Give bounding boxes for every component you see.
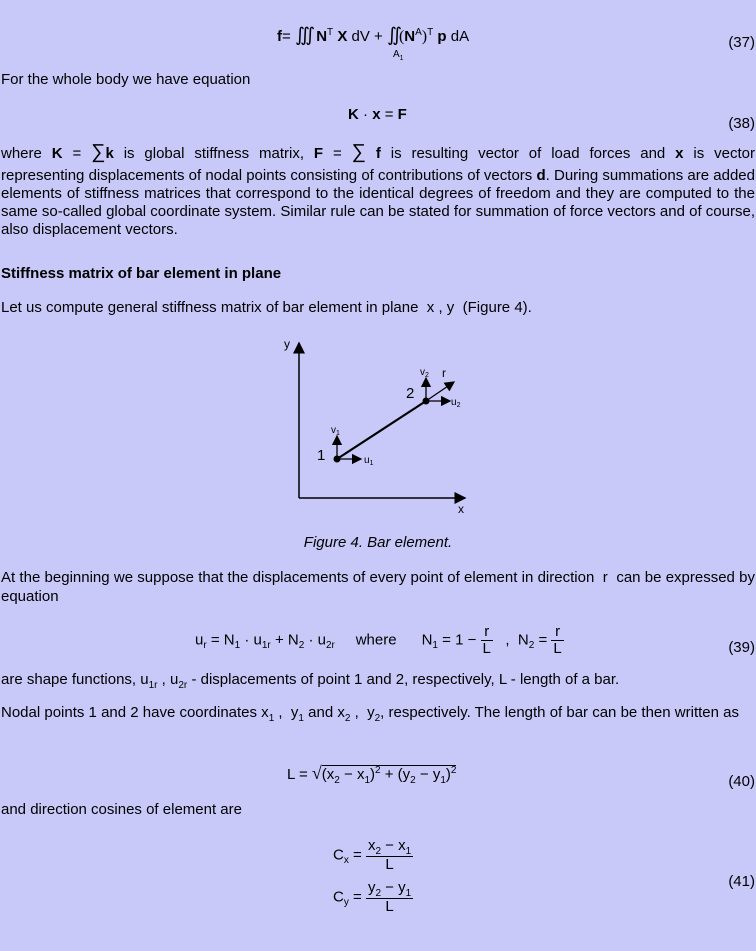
equation-38: K · x = F [348,106,407,123]
equation-39: $u_r = N_1 \cdot u_{1r} + N_2 \cdot u_{2r}$ where $N_1 = 1$ − $\frac{r}{L}$ , $N_2$ = $\frac{r}{L}$ [195,623,562,657]
equation-number-37: (37) [728,34,755,51]
equation-41-cy: $C_y$ = $\frac{y_2 - y_1}{L}$ [333,879,412,915]
equation-number-41: (41) [728,873,755,890]
equation-number-38: (38) [728,115,755,132]
x-axis-label: x [458,502,464,516]
section-heading: Stiffness matrix of bar element in plane [1,265,282,282]
integral-limit: $A_1$ [393,49,404,62]
paragraph-global-rest: representing displacements of nodal points consisting of contributions of vectors d. During summations are added elements of stiffness matrices that correspond to the identical degrees of freedom and they are computed to the same so-called global coordinate system. Similar rule can be stated for summation of force vectors and of course, also displacement vectors. [1,167,755,238]
r-arrow [426,382,454,401]
bar-line [337,401,426,459]
paragraph-global-line: where K = ∑k is global stiffness matrix, F = ∑ f is resulting vector of load forces and x is vector [1,141,756,163]
paragraph-shape-functions: are shape functions, $u_{1r}$ , $u_{2r}$ - displacements of point 1 and 2, respectively, L - length of a bar. [1,671,620,691]
equation-40: $L = √(x_2 - x_1)^2 + (y_2 - y_1)^2$ [287,763,457,786]
equation-41-cx: $C_x$ = $\frac{x_2 - x_1}{L}$ [333,837,412,873]
equation-37: f= ∭ $N^T$ X dV + $∬(N^A)^T$ p dA [277,25,470,46]
equation-number-40: (40) [728,773,755,790]
node-1-label: 1 [317,447,326,464]
r-label: r [442,366,446,380]
figure-caption: Figure 4. Bar element. [303,534,453,551]
u1-label: $u_1$ [364,455,374,467]
paragraph-intro: Let us compute general stiffness matrix of bar element in plane x , y (Figure 4). [1,299,532,316]
y-axis-label: y [284,337,290,351]
v1-label: $v_1$ [331,425,340,437]
paragraph-whole-body: For the whole body we have equation [1,71,251,88]
paragraph-nodal-points: Nodal points 1 and 2 have coordinates $x_1$ , $y_1$ and $x_2$ , $y_2$, respectively. The length of bar can be then written as [1,704,739,724]
u2-label: $u_2$ [451,397,461,409]
bar-element-figure [280,335,480,520]
equation-number-39: (39) [728,639,755,656]
paragraph-cosines: and direction cosines of element are [1,801,242,818]
node-2-label: 2 [406,385,415,402]
paragraph-beginning: At the beginning we suppose that the displacements of every point of element in direction r can be expressed by equation [1,569,756,605]
v2-label: $v_2$ [420,367,429,379]
